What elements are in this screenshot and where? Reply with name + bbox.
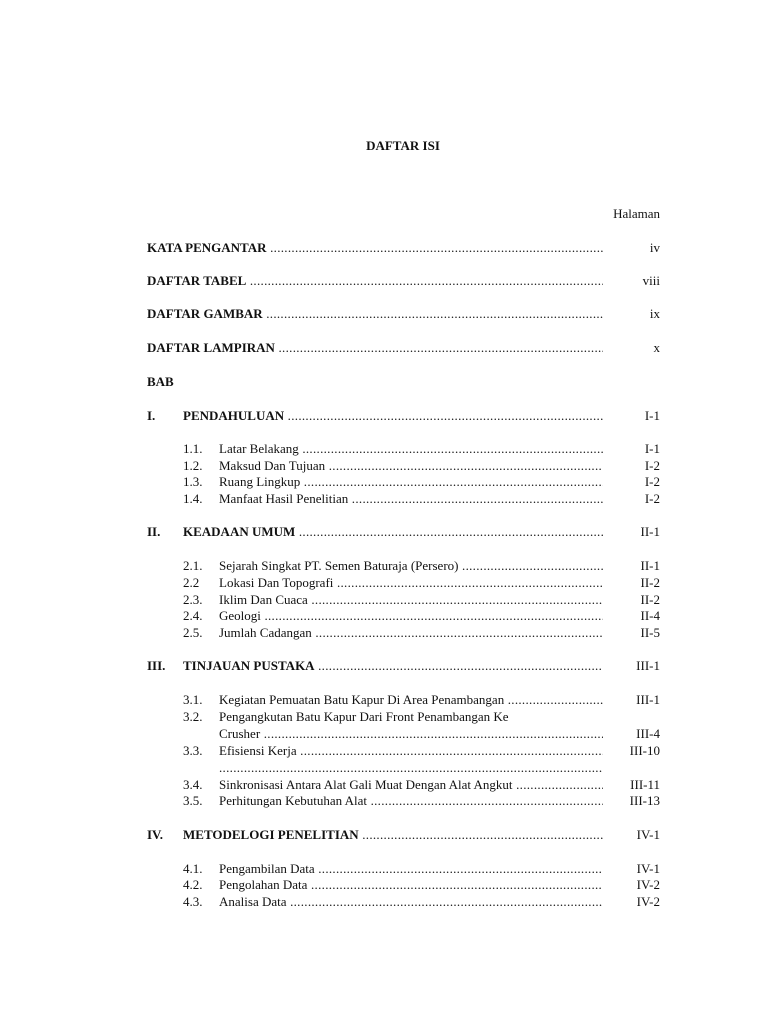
section-label: Ruang Lingkup ..... [219,475,603,491]
section-page: III-1 [636,692,660,707]
section-number: 3.1. [183,692,203,707]
toc-section-2-5[interactable] [183,626,660,642]
section-page: III-10 [629,743,660,758]
section-number: 3.4. [183,777,203,792]
toc-section-3-3[interactable] [183,744,660,760]
chapter-label: PENDAHULUAN ..... [183,409,603,425]
toc-entry-daftar-gambar[interactable] [147,307,660,323]
toc-section-1-2[interactable] [183,459,660,475]
toc-section-2-4[interactable] [183,609,660,625]
chapter-number: I. [147,408,156,423]
toc-entry-page: iv [649,240,660,255]
toc-chapter-2[interactable] [147,525,660,541]
chapter-label: METODELOGI PENELITIAN ..... [183,828,603,844]
bab-heading [147,375,660,391]
toc-section-1-3[interactable] [183,475,660,491]
section-page: I-2 [644,474,660,489]
section-page: IV-2 [636,894,660,909]
section-label: Kegiatan Pemuatan Batu Kapur Di Area Penambangan ..... [219,693,603,709]
chapter-label: TINJAUAN PUSTAKA ..... [183,659,603,675]
toc-section-3-5[interactable] [183,794,660,810]
section-label: Perhitungan Kebutuhan Alat ..... [219,794,603,810]
toc-entry-page: viii [642,273,660,288]
section-number: 2.3. [183,592,203,607]
section-number: 2.1. [183,558,203,573]
toc-section-2-1[interactable] [183,559,660,575]
section-label: Latar Belakang ..... [219,442,603,458]
section-label: Pengolahan Data ..... [219,878,603,894]
section-page: II-1 [640,558,660,573]
section-page: II-2 [640,592,660,607]
bab-label: BAB [147,375,174,389]
chapter-number: II. [147,524,161,539]
section-number: 3.5. [183,793,203,808]
toc-chapter-3[interactable] [147,659,660,675]
section-label: Geologi ..... [219,609,603,625]
section-number: 4.2. [183,877,203,892]
chapter-number: III. [147,658,166,673]
toc-section-4-3[interactable] [183,895,660,911]
section-label: Maksud Dan Tujuan ..... [219,459,603,475]
section-number: 2.2 [183,575,200,590]
toc-section-1-1[interactable] [183,442,660,458]
section-label: Sejarah Singkat PT. Semen Baturaja (Persero) ..... [219,559,603,575]
section-number: 1.3. [183,474,203,489]
section-label: Iklim Dan Cuaca ..... [219,593,603,609]
toc-chapter-4[interactable] [147,828,660,844]
chapter-label: KEADAAN UMUM ..... [183,525,603,541]
toc-dot-leader-line [183,761,660,777]
section-page: IV-1 [636,861,660,876]
toc-entry-label: DAFTAR GAMBAR ..... [147,307,603,323]
section-number: 1.2. [183,458,203,473]
toc-entry-label: DAFTAR TABEL ..... [147,274,603,290]
page-title: DAFTAR ISI [366,138,440,153]
section-page: III-11 [630,777,660,792]
toc-section-3-1[interactable] [183,693,660,709]
section-number: 4.1. [183,861,203,876]
section-label-continuation: Crusher ..... [219,727,603,743]
section-page: II-4 [640,608,660,623]
chapter-number: IV. [147,827,164,842]
section-label: Lokasi Dan Topografi ..... [219,576,603,592]
chapter-page: IV-1 [636,827,660,842]
section-label: Jumlah Cadangan ..... [219,626,603,642]
section-number: 3.2. [183,709,203,724]
section-page: III-13 [629,793,660,808]
toc-entry-daftar-tabel[interactable] [147,274,660,290]
toc-section-3-2[interactable] [183,710,660,726]
toc-chapter-1[interactable] [147,409,660,425]
chapter-page: I-1 [644,408,660,423]
section-page: I-2 [644,458,660,473]
toc-section-4-2[interactable] [183,878,660,894]
dot-leader [219,761,603,777]
section-number: 2.5. [183,625,203,640]
section-number: 3.3. [183,743,203,758]
toc-section-2-2[interactable] [183,576,660,592]
section-page: III-4 [636,726,660,741]
chapter-page: III-1 [636,658,660,673]
section-number: 2.4. [183,608,203,623]
section-number: 1.4. [183,491,203,506]
section-label: Sinkronisasi Antara Alat Gali Muat Dengan Alat Angkut ..... [219,778,603,794]
toc-entry-kata-pengantar[interactable] [147,241,660,257]
section-page: I-2 [644,491,660,506]
section-label: Pengangkutan Batu Kapur Dari Front Penambangan Ke [219,710,509,724]
section-number: 4.3. [183,894,203,909]
section-page: I-1 [644,441,660,456]
toc-section-3-4[interactable] [183,778,660,794]
toc-section-1-4[interactable] [183,492,660,508]
toc-entry-label: KATA PENGANTAR ..... [147,241,603,257]
toc-entry-label: DAFTAR LAMPIRAN ..... [147,341,603,357]
page-column-header: Halaman [613,206,660,221]
section-page: IV-2 [636,877,660,892]
section-page: II-5 [640,625,660,640]
section-number: 1.1. [183,441,203,456]
section-label: Analisa Data ..... [219,895,603,911]
toc-section-3-2-continuation[interactable] [183,727,660,743]
toc-entry-daftar-lampiran[interactable] [147,341,660,357]
toc-section-2-3[interactable] [183,593,660,609]
chapter-page: II-1 [640,524,660,539]
toc-section-4-1[interactable] [183,862,660,878]
toc-entry-page: ix [649,306,660,321]
section-page: II-2 [640,575,660,590]
section-label: Efisiensi Kerja ..... [219,744,603,760]
section-label: Pengambilan Data ..... [219,862,603,878]
section-label: Manfaat Hasil Penelitian ..... [219,492,603,508]
toc-entry-page: x [653,340,660,355]
